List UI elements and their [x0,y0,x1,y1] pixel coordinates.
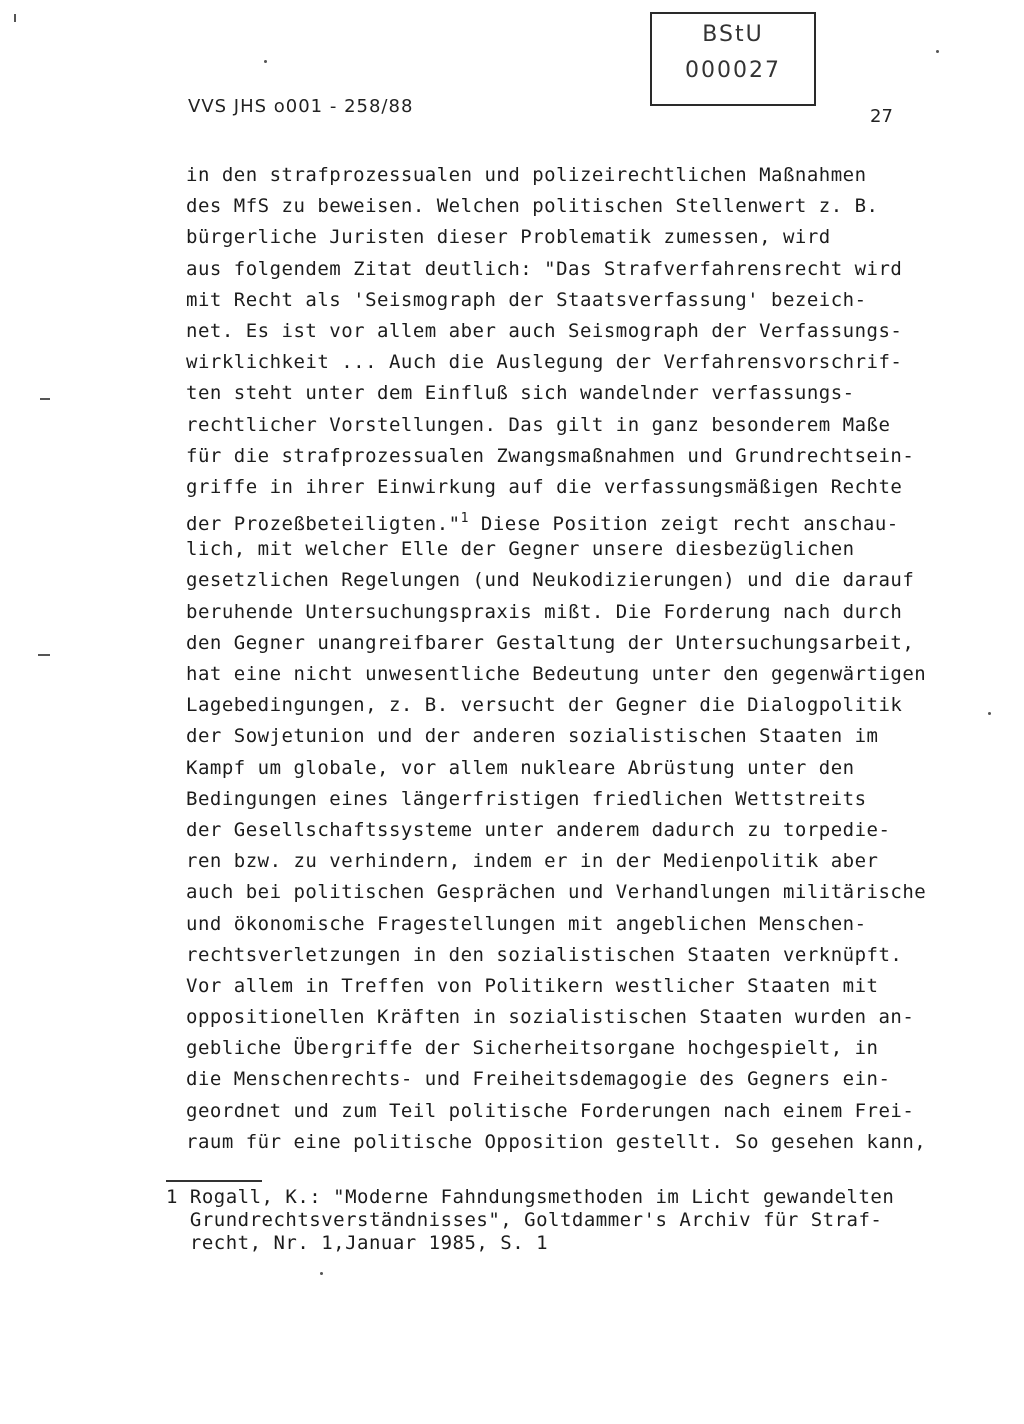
document-reference: VVS JHS o001 - 258/88 [188,96,414,117]
scan-speck [40,398,50,400]
scan-speck [264,60,267,63]
footnote-line: 1 Rogall, K.: "Moderne Fahndungsmethoden im Licht gewandelten [166,1186,895,1208]
text-line: geordnet und zum Teil politische Forderungen nach einem Frei- [186,1099,915,1122]
body-text [186,160,966,1158]
text-line: ten steht unter dem Einfluß sich wandelnder verfassungs- [186,382,855,405]
text-line: lich, mit welcher Elle der Gegner unsere diesbezüglichen [186,538,855,561]
footnote-rule [166,1180,262,1182]
scan-speck [988,712,991,715]
text-line: hat eine nicht unwesentliche Bedeutung unter den gegenwärtigen [186,663,927,685]
text-line: beruhende Untersuchungspraxis mißt. Die Forderung nach durch [186,600,903,623]
text-line: rechtlicher Vorstellungen. Das gilt in ganz besonderem Maße [186,413,891,436]
text-line: gebliche Übergriffe der Sicherheitsorgane hochgespielt, in [186,1037,879,1060]
text-fragment: der Prozeßbeteiligten." [186,513,461,536]
text-line: Bedingungen eines längerfristigen friedlichen Wettstreits [186,787,867,810]
text-line: auch bei politischen Gesprächen und Verhandlungen militärische [186,881,927,904]
footnote-line: recht, Nr. 1,Januar 1985, S. 1 [166,1232,549,1254]
text-line-with-footnote [186,503,966,534]
text-line: wirklichkeit ... Auch die Auslegung der Verfahrensvorschrif- [186,351,903,374]
text-line: die Menschenrechts- und Freiheitsdemagogie des Gegners ein- [186,1068,891,1091]
text-line: raum für eine politische Opposition gestellt. So gesehen kann, [186,1130,927,1153]
text-line: net. Es ist vor allem aber auch Seismograph der Verfassungs- [186,319,903,342]
text-line: gesetzlichen Regelungen (und Neukodizierungen) und die darauf [186,569,915,592]
scan-speck [936,50,939,53]
text-line: ren bzw. zu verhindern, indem er in der Medienpolitik aber [186,850,879,873]
scan-speck [14,14,16,22]
text-line: und ökonomische Fragestellungen mit angeblichen Menschen- [186,912,867,935]
text-line: des MfS zu beweisen. Welchen politischen Stellenwert z. B. [186,195,879,218]
text-line: bürgerliche Juristen dieser Problematik zumessen, wird [186,226,831,249]
page-number: 27 [870,106,893,127]
scan-speck [320,1272,323,1275]
text-fragment: Diese Position zeigt recht anschau- [468,513,899,536]
text-line: Vor allem in Treffen von Politikern westlicher Staaten mit [186,974,879,997]
footnote-marker: 1 [460,511,469,527]
text-line: rechtsverletzungen in den sozialistischen Staaten verknüpft. [186,943,903,966]
text-line: den Gegner unangreifbarer Gestaltung der Untersuchungsarbeit, [186,631,915,654]
text-line: für die strafprozessualen Zwangsmaßnahmen und Grundrechtsein- [186,444,915,467]
text-line: der Sowjetunion und der anderen sozialistischen Staaten im [186,725,879,748]
footnote [166,1186,966,1255]
text-line: in den strafprozessualen und polizeirechtlichen Maßnahmen [186,164,867,186]
scan-speck [38,654,50,656]
stamp-archive-label: BStU [702,22,764,47]
stamp-page-code: 000027 [685,58,781,83]
text-line: mit Recht als 'Seismograph der Staatsverfassung' bezeich- [186,288,867,311]
text-line: griffe in ihrer Einwirkung auf die verfassungsmäßigen Rechte [186,475,903,498]
text-line: Lagebedingungen, z. B. versucht der Gegner die Dialogpolitik [186,694,903,717]
footnote-line: Grundrechtsverständnisses", Goltdammer's Archiv für Straf- [166,1209,883,1231]
archive-stamp [650,12,816,106]
stamp-bottom-border [650,104,816,106]
text-line: aus folgendem Zitat deutlich: "Das Strafverfahrensrecht wird [186,257,903,280]
text-line: Kampf um globale, vor allem nukleare Abrüstung unter den [186,756,855,779]
text-line: oppositionellen Kräften in sozialistischen Staaten wurden an- [186,1006,915,1029]
text-line: der Gesellschaftssysteme unter anderem dadurch zu torpedie- [186,818,891,841]
